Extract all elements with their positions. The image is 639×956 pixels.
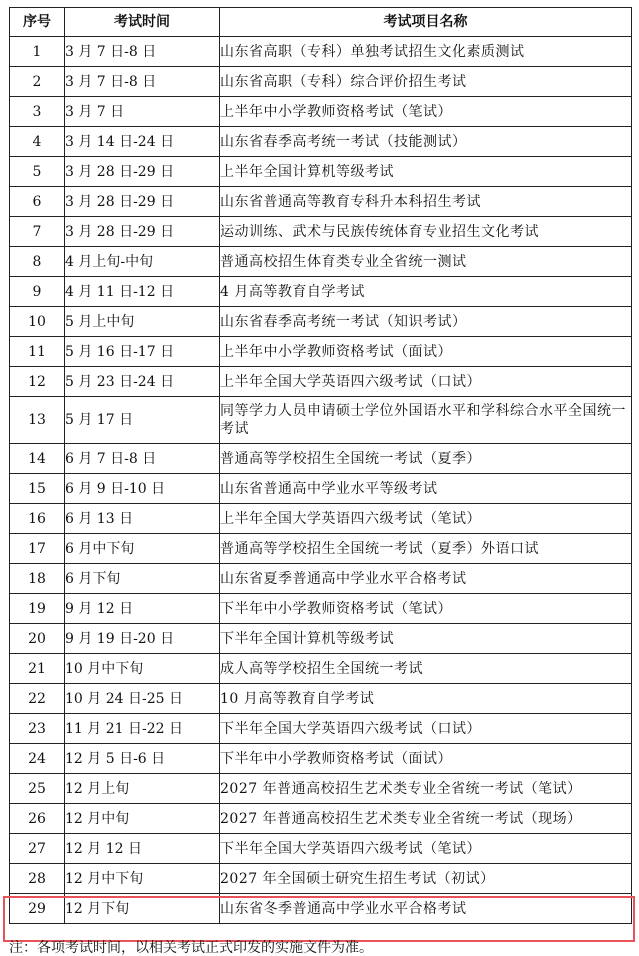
table-row (10, 774, 632, 804)
cell-name: 普通高校招生体育类专业全省统一测试 (220, 247, 632, 277)
table-row (10, 337, 632, 367)
cell-no: 16 (10, 504, 65, 534)
cell-time: 9 月 12 日 (65, 594, 220, 624)
cell-name: 下半年中小学教师资格考试（面试） (220, 744, 632, 774)
cell-time: 4 月上旬-中旬 (65, 247, 220, 277)
table-row (10, 474, 632, 504)
cell-no: 22 (10, 684, 65, 714)
cell-no: 26 (10, 804, 65, 834)
table-row (10, 564, 632, 594)
table-row (10, 37, 632, 67)
table-row (10, 594, 632, 624)
cell-name: 2027 年普通高校招生艺术类专业全省统一考试（现场） (220, 804, 632, 834)
cell-no: 14 (10, 444, 65, 474)
cell-name: 山东省春季高考统一考试（技能测试） (220, 127, 632, 157)
footnote: 注：各项考试时间，以相关考试正式印发的实施文件为准。 (9, 940, 373, 956)
cell-time: 12 月下旬 (65, 894, 220, 924)
cell-time: 3 月 28 日-29 日 (65, 157, 220, 187)
cell-time: 12 月中下旬 (65, 864, 220, 894)
table-body (10, 37, 632, 924)
cell-no: 1 (10, 37, 65, 67)
cell-name: 上半年中小学教师资格考试（面试） (220, 337, 632, 367)
cell-time: 6 月 13 日 (65, 504, 220, 534)
cell-time: 5 月 17 日 (65, 397, 220, 444)
cell-name: 山东省普通高等教育专科升本科招生考试 (220, 187, 632, 217)
cell-no: 11 (10, 337, 65, 367)
cell-name: 山东省高职（专科）综合评价招生考试 (220, 67, 632, 97)
table-row (10, 804, 632, 834)
cell-no: 6 (10, 187, 65, 217)
cell-time: 3 月 28 日-29 日 (65, 187, 220, 217)
table-row (10, 277, 632, 307)
cell-name: 运动训练、武术与民族传统体育专业招生文化考试 (220, 217, 632, 247)
cell-name: 山东省夏季普通高中学业水平合格考试 (220, 564, 632, 594)
cell-time: 6 月下旬 (65, 564, 220, 594)
cell-name: 下半年全国大学英语四六级考试（笔试） (220, 834, 632, 864)
cell-no: 21 (10, 654, 65, 684)
cell-name: 下半年全国计算机等级考试 (220, 624, 632, 654)
cell-time: 5 月上中旬 (65, 307, 220, 337)
cell-no: 9 (10, 277, 65, 307)
cell-no: 13 (10, 397, 65, 444)
table-row (10, 744, 632, 774)
cell-name: 同等学力人员申请硕士学位外国语水平和学科综合水平全国统一考试 (220, 397, 632, 444)
cell-time: 12 月 5 日-6 日 (65, 744, 220, 774)
cell-name: 山东省普通高中学业水平等级考试 (220, 474, 632, 504)
cell-name: 山东省冬季普通高中学业水平合格考试 (220, 894, 632, 924)
header-name: 考试项目名称 (220, 8, 632, 37)
cell-name: 下半年中小学教师资格考试（笔试） (220, 594, 632, 624)
cell-time: 10 月中下旬 (65, 654, 220, 684)
table-row (10, 504, 632, 534)
table-row (10, 247, 632, 277)
exam-schedule-table (9, 7, 632, 924)
cell-time: 3 月 7 日-8 日 (65, 67, 220, 97)
cell-name: 下半年全国大学英语四六级考试（口试） (220, 714, 632, 744)
cell-time: 10 月 24 日-25 日 (65, 684, 220, 714)
cell-no: 18 (10, 564, 65, 594)
cell-no: 4 (10, 127, 65, 157)
cell-no: 8 (10, 247, 65, 277)
cell-name: 成人高等学校招生全国统一考试 (220, 654, 632, 684)
table-row (10, 624, 632, 654)
cell-time: 6 月 9 日-10 日 (65, 474, 220, 504)
cell-time: 5 月 23 日-24 日 (65, 367, 220, 397)
cell-time: 3 月 7 日-8 日 (65, 37, 220, 67)
cell-name: 山东省高职（专科）单独考试招生文化素质测试 (220, 37, 632, 67)
table-row (10, 834, 632, 864)
table-row (10, 684, 632, 714)
cell-no: 2 (10, 67, 65, 97)
cell-no: 12 (10, 367, 65, 397)
table-row (10, 157, 632, 187)
cell-name: 山东省春季高考统一考试（知识考试） (220, 307, 632, 337)
cell-time: 12 月上旬 (65, 774, 220, 804)
cell-time: 4 月 11 日-12 日 (65, 277, 220, 307)
cell-no: 24 (10, 744, 65, 774)
table-row (10, 127, 632, 157)
table-row (10, 397, 632, 444)
cell-name: 普通高等学校招生全国统一考试（夏季）外语口试 (220, 534, 632, 564)
cell-no: 29 (10, 894, 65, 924)
cell-name: 上半年全国大学英语四六级考试（口试） (220, 367, 632, 397)
cell-name: 2027 年全国硕士研究生招生考试（初试） (220, 864, 632, 894)
cell-name: 上半年中小学教师资格考试（笔试） (220, 97, 632, 127)
table-row (10, 654, 632, 684)
cell-no: 7 (10, 217, 65, 247)
cell-no: 17 (10, 534, 65, 564)
cell-no: 15 (10, 474, 65, 504)
table-header-row (10, 8, 632, 37)
cell-no: 5 (10, 157, 65, 187)
table-row (10, 217, 632, 247)
table-row (10, 444, 632, 474)
table-row (10, 864, 632, 894)
cell-time: 12 月中旬 (65, 804, 220, 834)
cell-no: 27 (10, 834, 65, 864)
cell-no: 20 (10, 624, 65, 654)
cell-name: 10 月高等教育自学考试 (220, 684, 632, 714)
cell-time: 11 月 21 日-22 日 (65, 714, 220, 744)
table-row (10, 534, 632, 564)
cell-time: 3 月 7 日 (65, 97, 220, 127)
cell-time: 6 月中下旬 (65, 534, 220, 564)
cell-name: 普通高等学校招生全国统一考试（夏季） (220, 444, 632, 474)
cell-name: 上半年全国计算机等级考试 (220, 157, 632, 187)
cell-no: 25 (10, 774, 65, 804)
table-row (10, 714, 632, 744)
cell-no: 23 (10, 714, 65, 744)
cell-no: 19 (10, 594, 65, 624)
table-row (10, 307, 632, 337)
cell-no: 10 (10, 307, 65, 337)
cell-time: 5 月 16 日-17 日 (65, 337, 220, 367)
header-no: 序号 (10, 8, 65, 37)
cell-name: 上半年全国大学英语四六级考试（笔试） (220, 504, 632, 534)
cell-time: 6 月 7 日-8 日 (65, 444, 220, 474)
cell-no: 28 (10, 864, 65, 894)
cell-time: 9 月 19 日-20 日 (65, 624, 220, 654)
table-row (10, 187, 632, 217)
cell-no: 3 (10, 97, 65, 127)
cell-time: 3 月 14 日-24 日 (65, 127, 220, 157)
table-row (10, 67, 632, 97)
table-row (10, 894, 632, 924)
cell-time: 12 月 12 日 (65, 834, 220, 864)
table-row (10, 367, 632, 397)
cell-name: 2027 年普通高校招生艺术类专业全省统一考试（笔试） (220, 774, 632, 804)
header-time: 考试时间 (65, 8, 220, 37)
table-row (10, 97, 632, 127)
cell-time: 3 月 28 日-29 日 (65, 217, 220, 247)
cell-name: 4 月高等教育自学考试 (220, 277, 632, 307)
